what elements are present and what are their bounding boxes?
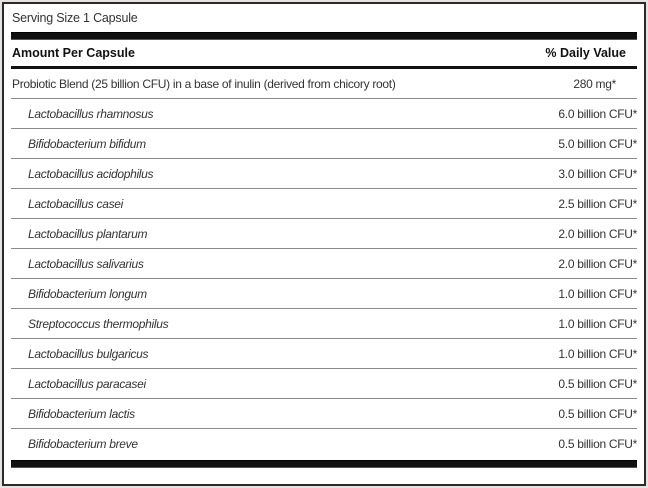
strain-amount: 1.0 billion CFU* bbox=[558, 316, 637, 331]
table-row-blend bbox=[11, 69, 637, 99]
strain-name: Bifidobacterium bifidum bbox=[28, 136, 146, 151]
strain-name: Lactobacillus plantarum bbox=[28, 226, 148, 241]
strain-amount: 2.5 billion CFU* bbox=[558, 196, 637, 211]
strain-amount: 2.0 billion CFU* bbox=[558, 256, 637, 271]
strain-name: Bifidobacterium lactis bbox=[28, 406, 135, 421]
strain-name: Bifidobacterium longum bbox=[28, 286, 147, 301]
strain-name: Lactobacillus casei bbox=[28, 196, 124, 211]
table-row bbox=[11, 339, 637, 369]
table-row bbox=[11, 369, 637, 399]
strain-amount: 1.0 billion CFU* bbox=[558, 286, 637, 301]
strain-amount: 5.0 billion CFU* bbox=[558, 136, 637, 151]
table-header bbox=[11, 40, 637, 66]
strain-name: Lactobacillus bulgaricus bbox=[28, 346, 149, 361]
strain-name: Lactobacillus acidophilus bbox=[28, 166, 154, 181]
strain-amount: 6.0 billion CFU* bbox=[558, 106, 637, 121]
serving-size: Serving Size 1 Capsule bbox=[12, 11, 138, 25]
strain-amount: 2.0 billion CFU* bbox=[558, 226, 637, 241]
table-row bbox=[11, 399, 637, 429]
daily-value-heading: % Daily Value bbox=[545, 46, 626, 60]
table-row bbox=[11, 219, 637, 249]
table-row bbox=[11, 99, 637, 129]
table-row bbox=[11, 309, 637, 339]
table-row bbox=[11, 249, 637, 279]
table-row bbox=[11, 429, 637, 458]
strain-name: Streptococcus thermophilus bbox=[28, 316, 169, 331]
strain-amount: 0.5 billion CFU* bbox=[558, 376, 637, 391]
strain-name: Lactobacillus rhamnosus bbox=[28, 106, 154, 121]
strain-amount: 0.5 billion CFU* bbox=[558, 406, 637, 421]
divider-thick-bottom bbox=[11, 460, 637, 468]
supplement-facts-panel bbox=[2, 2, 646, 486]
table-row bbox=[11, 279, 637, 309]
ingredient-amount: 280 mg* bbox=[573, 76, 616, 91]
divider-thick-top bbox=[11, 32, 637, 40]
table-row bbox=[11, 129, 637, 159]
amount-per-capsule-heading: Amount Per Capsule bbox=[12, 46, 135, 60]
table-row bbox=[11, 159, 637, 189]
table-row bbox=[11, 189, 637, 219]
strain-amount: 1.0 billion CFU* bbox=[558, 346, 637, 361]
supplement-facts-table bbox=[11, 4, 637, 468]
ingredient-name: Probiotic Blend (25 billion CFU) in a base of inulin (derived from chicory root) bbox=[12, 76, 396, 91]
strain-name: Lactobacillus paracasei bbox=[28, 376, 146, 391]
strain-name: Lactobacillus salivarius bbox=[28, 256, 144, 271]
strain-amount: 3.0 billion CFU* bbox=[558, 166, 637, 181]
strain-name: Bifidobacterium breve bbox=[28, 436, 138, 451]
strain-amount: 0.5 billion CFU* bbox=[558, 436, 637, 451]
